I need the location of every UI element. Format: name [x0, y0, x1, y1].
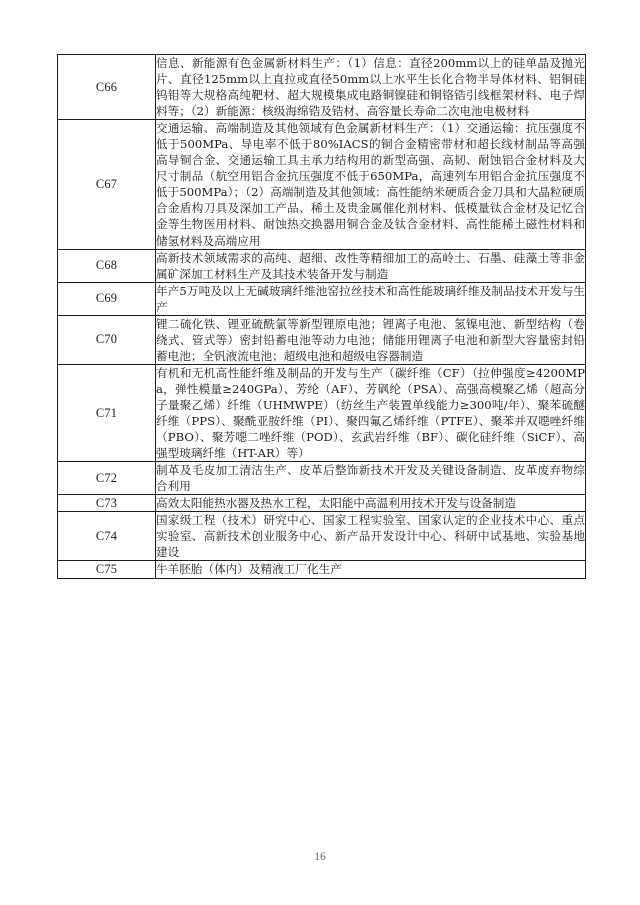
table-cell-description: 牛羊胚胎（体内）及精液工厂化生产: [156, 561, 586, 578]
table-row: [58, 512, 586, 561]
catalog-table-container: [57, 54, 583, 579]
table-cell-code: C66: [58, 55, 156, 120]
table-cell-code: C71: [58, 364, 156, 461]
catalog-table-body: [58, 55, 586, 579]
table-cell-description: 有机和无机高性能纤维及制品的开发与生产（碳纤维（CF）（拉伸强度≥4200MPa，弹性模量≥240GPa）、芳纶（AF）、芳砜纶（PSA）、高强高模聚乙烯（超高分子量聚乙烯）纤维（UHMWPE）（纺丝生产装置单线能力≥300吨/年）、聚苯硫醚纤维（PPS）、聚酰亚胺纤维（PI）、聚四氟乙烯纤维（PTFE）、聚苯并双噁唑纤维（PBO）、聚芳噁二唑纤维（POD）、玄武岩纤维（BF）、碳化硅纤维（SiCF）、高强型玻璃纤维（HT-AR）等）: [156, 365, 585, 461]
table-row: [58, 282, 586, 315]
table-cell-description: 高效太阳能热水器及热水工程，太阳能中高温利用技术开发与设备制造: [156, 495, 586, 512]
table-row: [58, 55, 586, 120]
table-cell-description: 高新技术领域需求的高纯、超细、改性等精细加工的高岭土、石墨、硅藻土等非金属矿深加工材料生产及其技术装备开发与制造: [156, 250, 585, 281]
table-cell-code: C74: [58, 512, 156, 561]
table-cell-description: 国家级工程（技术）研究中心、国家工程实验室、国家认定的企业技术中心、重点实验室、高新技术创业服务中心、新产品开发设计中心、科研中试基地、实验基地建设: [156, 513, 585, 560]
table-row: [58, 249, 586, 282]
catalog-table: [57, 54, 586, 579]
table-row: [58, 561, 586, 578]
page-number: 16: [314, 851, 326, 863]
table-row: [58, 315, 586, 364]
table-cell-code: C67: [58, 120, 156, 249]
table-cell-code: C69: [58, 282, 156, 315]
table-row: [58, 462, 586, 495]
table-cell-code: C70: [58, 315, 156, 364]
table-cell-code: C68: [58, 249, 156, 282]
table-cell-description: 信息、新能源有色金属新材料生产：（1）信息：直径200mm以上的硅单晶及抛光片、直径125mm以上直拉或直径50mm以上水平生长化合物半导体材料、铝铜硅钨钼等大规格高纯靶材、超大规模集成电路铜镍硅和铜铬锆引线框架材料、电子焊料等；（2）新能源：核级海绵锆及锆材、高容量长寿命二次电池电极材料: [156, 56, 585, 119]
table-cell-code: C75: [58, 561, 156, 578]
table-cell-description: 锂二硫化铁、锂亚硫酰氯等新型锂原电池；锂离子电池、氢镍电池、新型结构（卷绕式、管式等）密封铅蓄电池等动力电池；储能用锂离子电池和新型大容量密封铅蓄电池；全钒液流电池；超级电池和超级电容器制造: [156, 316, 585, 363]
table-row: [58, 120, 586, 249]
table-cell-description: 制革及毛皮加工清洁生产、皮革后整饰新技术开发及关键设备制造、皮革废弃物综合利用: [156, 463, 585, 494]
table-row: [58, 364, 586, 461]
table-cell-code: C72: [58, 462, 156, 495]
table-cell-description: 交通运输、高端制造及其他领域有色金属新材料生产：（1）交通运输：抗压强度不低于500MPa、导电率不低于80%IACS的铜合金精密带材和超长线材制品等高强高导铜合金、交通运输工具主承力结构用的新型高强、高韧、耐蚀铝合金材料及大尺寸制品（航空用铝合金抗压强度不低于650MPa，高速列车用铝合金抗压强度不低于500MPa）；（2）高端制造及其他领域：高性能纳米硬质合金刀具和大晶粒硬质合金盾构刀具及深加工产品、稀土及贵金属催化剂材料、低模量钛合金材及记忆合金等生物医用材料、耐蚀热交换器用铜合金及钛合金材料、高性能稀土磁性材料和储氢材料及高端应用: [156, 121, 585, 248]
table-cell-description: 年产5万吨及以上无碱玻璃纤维池窑拉丝技术和高性能玻璃纤维及制品技术开发与生产: [156, 283, 585, 314]
table-row: [58, 495, 586, 512]
table-cell-code: C73: [58, 495, 156, 512]
